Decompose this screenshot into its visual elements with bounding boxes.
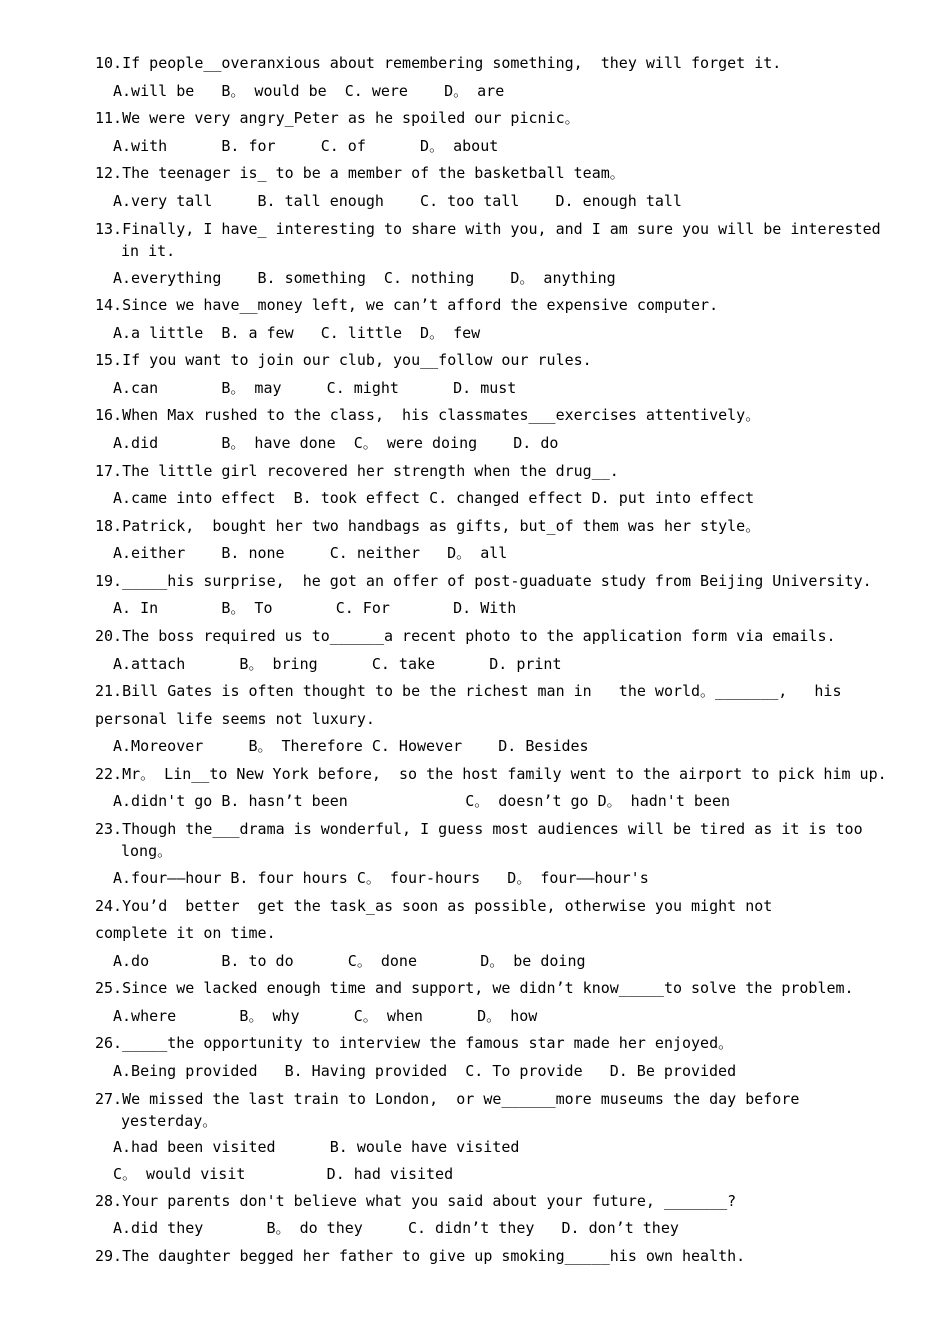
- question-23-stem-cont: long。: [121, 842, 173, 860]
- question-22-options: A.didn't go B. hasn’t been C。 doesn’t go D。 hadn't been: [113, 792, 730, 810]
- question-13-stem: 13.Finally, I have_ interesting to share with you, and I am sure you will be interested: [95, 220, 881, 238]
- question-15-options: A.can B。 may C. might D. must: [113, 379, 517, 397]
- question-20-stem: 20.The boss required us to______a recent photo to the application form via emails.: [95, 627, 836, 645]
- question-16-options: A.did B。 have done C。 were doing D. do: [113, 434, 559, 452]
- question-20-options: A.attach B。 bring C. take D. print: [113, 655, 562, 673]
- question-13-stem-cont: in it.: [121, 242, 176, 260]
- question-27-options-cont: C。 would visit D. had visited: [113, 1165, 454, 1183]
- question-25-options: A.where B。 why C。 when D。 how: [113, 1007, 538, 1025]
- question-16-stem: 16.When Max rushed to the class, his classmates___exercises attentively。: [95, 406, 761, 424]
- question-18-stem: 18.Patrick, bought her two handbags as gifts, but_of them was her style。: [95, 517, 761, 535]
- question-28-options: A.did they B。 do they C. didn’t they D. don’t they: [113, 1219, 679, 1237]
- question-12-options: A.very tall B. tall enough C. too tall D. enough tall: [113, 192, 682, 210]
- question-21-stem: 21.Bill Gates is often thought to be the richest man in the world。_______, his: [95, 682, 842, 700]
- question-21-options: A.Moreover B。 Therefore C. However D. Besides: [113, 737, 589, 755]
- question-11-stem: 11.We were very angry_Peter as he spoiled our picnic。: [95, 109, 580, 127]
- question-29-stem: 29.The daughter begged her father to give up smoking_____his own health.: [95, 1247, 746, 1265]
- question-27-options: A.had been visited B. woule have visited: [113, 1138, 520, 1156]
- question-23-stem: 23.Though the___drama is wonderful, I guess most audiences will be tired as it is too: [95, 820, 863, 838]
- question-27-stem-cont: yesterday。: [121, 1112, 218, 1130]
- question-14-stem: 14.Since we have__money left, we can’t afford the expensive computer.: [95, 296, 719, 314]
- question-18-options: A.either B. none C. neither D。 all: [113, 544, 508, 562]
- question-26-stem: 26._____the opportunity to interview the famous star made her enjoyed。: [95, 1034, 734, 1052]
- question-13-options: A.everything B. something C. nothing D。 anything: [113, 269, 616, 287]
- question-10-stem: 10.If people__overanxious about remembering something, they will forget it.: [95, 54, 782, 72]
- question-22-stem: 22.Mr。 Lin__to New York before, so the host family went to the airport to pick him up.: [95, 765, 887, 783]
- question-28-stem: 28.Your parents don't believe what you said about your future, _______?: [95, 1192, 737, 1210]
- question-25-stem: 25.Since we lacked enough time and support, we didn’t know_____to solve the problem.: [95, 979, 854, 997]
- question-19-stem: 19._____his surprise, he got an offer of post-guaduate study from Beijing University.: [95, 572, 872, 590]
- question-24-stem: 24.You’d better get the task_as soon as possible, otherwise you might not: [95, 897, 773, 915]
- question-19-options: A. In B。 To C. For D. With: [113, 599, 517, 617]
- question-23-options: A.four——hour B. four hours C。 four-hours D。 four——hour's: [113, 869, 649, 887]
- question-21-stem-cont: personal life seems not luxury.: [95, 710, 375, 728]
- question-12-stem: 12.The teenager is_ to be a member of the basketball team。: [95, 164, 625, 182]
- question-14-options: A.a little B. a few C. little D。 few: [113, 324, 481, 342]
- question-11-options: A.with B. for C. of D。 about: [113, 137, 499, 155]
- question-10-options: A.will be B。 would be C. were D。 are: [113, 82, 505, 100]
- question-15-stem: 15.If you want to join our club, you__follow our rules.: [95, 351, 592, 369]
- question-27-stem: 27.We missed the last train to London, or we______more museums the day before: [95, 1090, 800, 1108]
- question-17-options: A.came into effect B. took effect C. changed effect D. put into effect: [113, 489, 755, 507]
- question-24-stem-cont: complete it on time.: [95, 924, 276, 942]
- question-17-stem: 17.The little girl recovered her strength when the drug__.: [95, 462, 619, 480]
- question-26-options: A.Being provided B. Having provided C. To provide D. Be provided: [113, 1062, 737, 1080]
- question-24-options: A.do B. to do C。 done D。 be doing: [113, 952, 586, 970]
